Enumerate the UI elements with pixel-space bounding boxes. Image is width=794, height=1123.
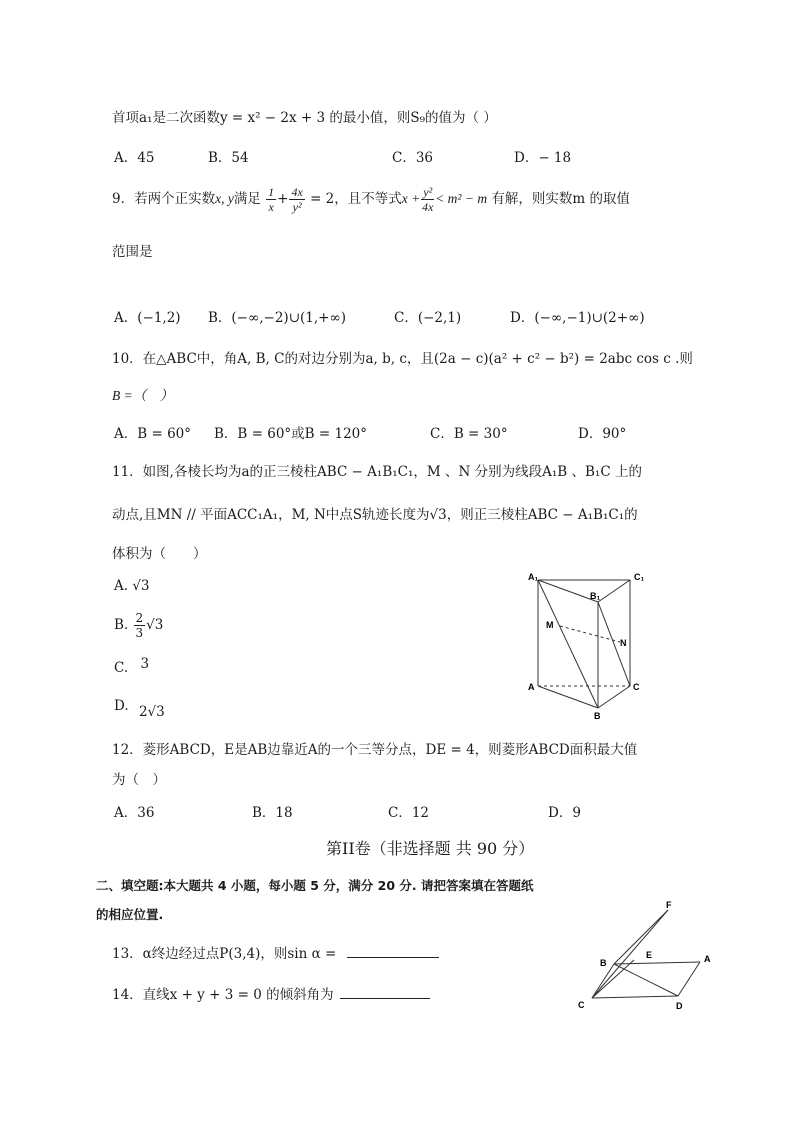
q11-option-d-value: 2√3 bbox=[138, 704, 165, 720]
q9-vars: x, y bbox=[215, 191, 234, 206]
label-c2: C bbox=[578, 1000, 585, 1010]
q9-option-a: A．(−1,2) bbox=[114, 310, 181, 326]
q11-option-a: A. √3 bbox=[114, 578, 150, 594]
segment-mn bbox=[560, 626, 620, 642]
q11-stem-line2: 动点,且MN // 平面ACC₁A₁，M, N中点S轨迹长度为√3，则正三棱柱ABC − A₁B₁C₁的 bbox=[112, 507, 638, 523]
q12-stem-line2: 为（ ） bbox=[112, 772, 166, 788]
q12-option-c: C．12 bbox=[388, 805, 430, 821]
q14-answer-blank[interactable] bbox=[340, 998, 430, 999]
q11-option-d bbox=[114, 698, 165, 720]
q11-option-c-label: C. bbox=[114, 660, 129, 676]
label-n: N bbox=[620, 638, 627, 648]
q9-frac3-den: 4x bbox=[422, 200, 434, 214]
q9-option-c: C．(−2,1) bbox=[394, 310, 462, 326]
q8-stem: 首项a₁是二次函数y = x² − 2x + 3 的最小值，则S₉的值为（ ） bbox=[112, 110, 497, 126]
q10-stem-line2: B =（ ） bbox=[112, 388, 174, 403]
q13-text: 13．α终边经过点P(3,4)，则sin α = bbox=[112, 946, 337, 962]
q13-stem bbox=[112, 942, 439, 962]
q9-frac1-den: x bbox=[268, 200, 274, 214]
q11-option-b-den: 3 bbox=[135, 626, 144, 640]
q8-option-b: B．54 bbox=[208, 150, 249, 166]
q12-stem: 12．菱形ABCD，E是AB边靠近A的一个三等分点，DE = 4，则菱形ABCD面积最大值 bbox=[112, 742, 638, 758]
section2-heading: 二、填空题:本大题共 4 小题，每小题 5 分，满分 20 分. 请把答案填在答题纸 bbox=[96, 878, 534, 893]
label-a: A bbox=[528, 682, 535, 692]
q9-stem-line2: 范围是 bbox=[112, 244, 153, 260]
label-d2: D bbox=[676, 1001, 683, 1011]
edge-b1c1 bbox=[598, 580, 630, 602]
q11-option-b-rad: √3 bbox=[146, 617, 164, 633]
edge-ba bbox=[614, 962, 700, 964]
q9-frac3 bbox=[421, 185, 434, 214]
part2-title: 第II卷（非选择题 共 90 分） bbox=[326, 839, 535, 858]
q11-option-c bbox=[114, 656, 150, 676]
q10-option-d: D．90° bbox=[578, 426, 627, 442]
q11-stem-line3: 体积为（ ） bbox=[112, 546, 207, 562]
q9-frac3-num: y² bbox=[423, 185, 433, 199]
q9-plus: + bbox=[277, 191, 289, 207]
q9-ineq-left: x + bbox=[401, 191, 421, 206]
q9-ineq-right: < m² − m bbox=[435, 191, 488, 206]
q9-suffix: 有解，则实数m 的取值 bbox=[491, 191, 630, 207]
q11-stem: 11．如图,各棱长均为a的正三棱柱ABC − A₁B₁C₁，M 、N 分别为线段A₁B 、B₁C 上的 bbox=[112, 464, 642, 480]
q13-answer-blank[interactable] bbox=[347, 957, 439, 958]
label-b1: B₁ bbox=[590, 591, 601, 601]
edge-ad bbox=[678, 962, 700, 996]
q14-text: 14．直线x + y + 3 = 0 的倾斜角为 bbox=[112, 987, 334, 1003]
q8-option-a: A．45 bbox=[114, 150, 155, 166]
label-b: B bbox=[594, 711, 601, 721]
prism-figure bbox=[516, 566, 664, 724]
q10-stem: 10．在△ABC中，角A, B, C的对边分别为a, b, c，且(2a − c)(a² + c² − b²) = 2abc cos c .则 bbox=[112, 351, 693, 367]
q8-option-d: D．− 18 bbox=[514, 150, 572, 166]
edge-bf bbox=[614, 910, 668, 964]
q9-frac2 bbox=[289, 185, 304, 214]
section2-heading-line2: 的相应位置. bbox=[96, 907, 164, 922]
q11-option-b bbox=[114, 610, 163, 640]
q9-eq: = 2，且不等式 bbox=[310, 191, 402, 207]
q10-option-a: A．B = 60° bbox=[114, 426, 191, 442]
q11-option-d-label: D. bbox=[114, 698, 129, 714]
q14-stem bbox=[112, 983, 430, 1003]
q9-frac1-num: 1 bbox=[268, 185, 275, 199]
fold-figure bbox=[570, 898, 720, 1018]
q9-option-d: D．(−∞,−1)∪(2+∞) bbox=[510, 310, 645, 326]
q9-mid: 满足 bbox=[233, 191, 261, 207]
label-c1: C₁ bbox=[634, 572, 645, 582]
label-c: C bbox=[633, 682, 640, 692]
q11-option-b-frac bbox=[134, 611, 146, 640]
label-f: F bbox=[666, 900, 672, 910]
q12-option-a: A．36 bbox=[114, 805, 155, 821]
q9-prefix: 9．若两个正实数 bbox=[112, 191, 216, 207]
q11-option-b-num: 2 bbox=[135, 611, 144, 625]
label-m: M bbox=[546, 620, 554, 630]
edge-cd bbox=[592, 996, 678, 998]
q12-option-b: B．18 bbox=[252, 805, 293, 821]
label-b2: B bbox=[600, 958, 607, 968]
q9-frac2-num: 4x bbox=[291, 185, 303, 199]
q8-option-c: C．36 bbox=[392, 150, 434, 166]
label-a2: A bbox=[704, 954, 711, 964]
label-a1: A₁ bbox=[528, 572, 539, 582]
q12-option-d: D．9 bbox=[548, 805, 581, 821]
q9-option-b: B．(−∞,−2)∪(1,+∞) bbox=[208, 310, 346, 326]
q9-frac1 bbox=[266, 185, 276, 214]
edge-bc bbox=[598, 686, 630, 708]
q10-option-b: B．B = 60°或B = 120° bbox=[214, 426, 367, 442]
label-e: E bbox=[646, 950, 653, 960]
q10-option-c: C．B = 30° bbox=[430, 426, 508, 442]
q11-option-c-value: 3 bbox=[140, 656, 150, 672]
q11-option-b-label: B. bbox=[114, 617, 129, 633]
q9-stem bbox=[112, 180, 630, 218]
q9-frac2-den: y² bbox=[292, 200, 302, 214]
